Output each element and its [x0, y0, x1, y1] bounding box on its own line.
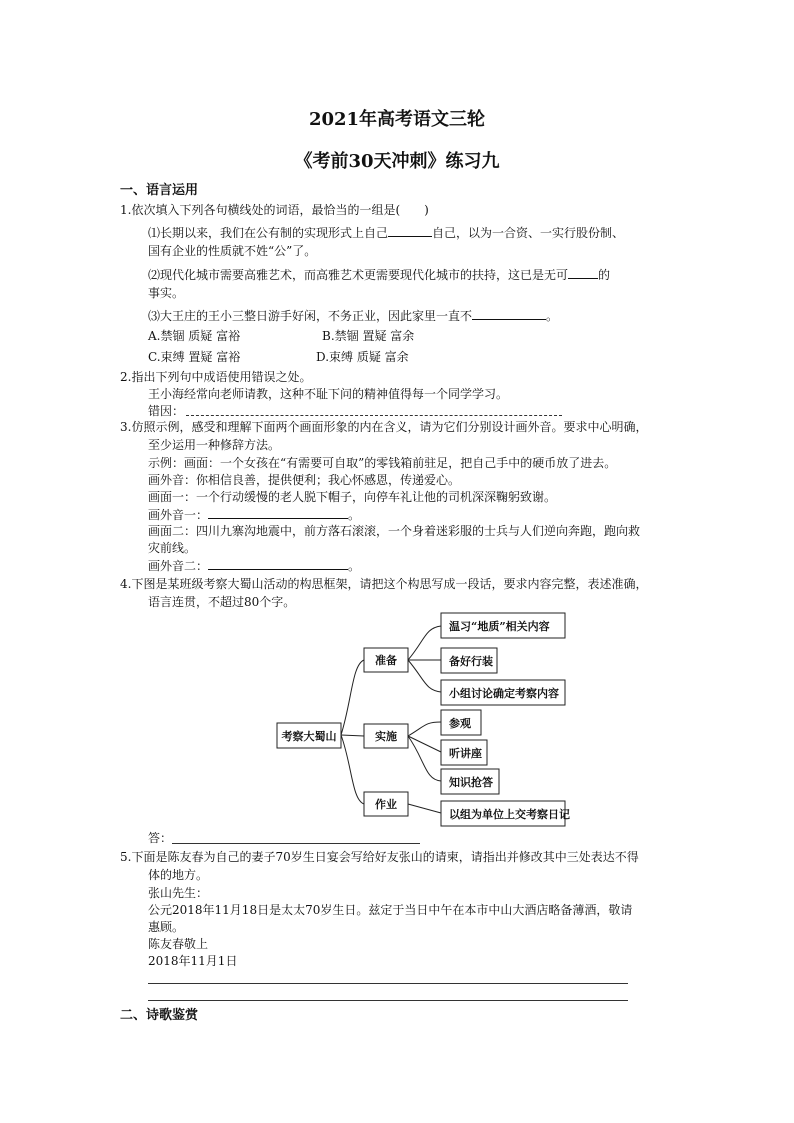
diagram-leaf-label: 温习“地质”相关内容 — [449, 620, 550, 633]
q5-stem-cont: 体的地方。 — [148, 868, 209, 882]
connector-implement-1 — [408, 722, 441, 736]
q3-scene-2-cont: 灾前线。 — [148, 541, 197, 555]
q2-sentence: 王小海经常向老师请教，这种不耻下问的精神值得每一个同学学习。 — [148, 387, 509, 401]
q3-example: 示例：画面：一个女孩在“有需要可自取”的零钱箱前驻足，把自己手中的硬币放了进去。 — [148, 456, 617, 470]
connector-homework-1 — [408, 804, 441, 813]
page-title: 2021年高考语文三轮 — [308, 109, 486, 130]
q5-greeting: 张山先生： — [148, 886, 209, 900]
q3-voice-1: 画外音一： 。 — [148, 508, 361, 522]
q3-voice-2: 画外音二： 。 — [148, 559, 361, 573]
q1-stem: 1.依次填入下列各句横线处的词语，最恰当的一组是( ) — [120, 203, 429, 217]
q1-sentence-2-cont: 事实。 — [148, 286, 185, 300]
connector-root-homework — [341, 735, 364, 804]
q5-body-cont: 惠顾。 — [148, 920, 185, 934]
connector-prepare-3 — [408, 660, 441, 692]
diagram-leaf-label: 参观 — [449, 717, 471, 730]
q3-stem: 3.仿照示例，感受和理解下面两个画面形象的内在含义，请为它们分别设计画外音。要求中心明确， — [120, 420, 648, 434]
q5-date: 2018年11月1日 — [148, 954, 238, 968]
q4-stem: 4.下图是某班级考察大蜀山活动的构思框架，请把这个构思写成一段话，要求内容完整，表述准确， — [120, 577, 648, 591]
q1-option-a: A.禁锢 质疑 富裕 — [148, 329, 241, 343]
q5-signature: 陈友春敬上 — [148, 937, 209, 951]
diagram-leaf-label: 以组为单位上交考察日记 — [449, 808, 570, 821]
diagram-leaf-label: 听讲座 — [449, 747, 482, 760]
diagram-leaf-label: 知识抢答 — [449, 776, 493, 789]
q1-sentence-1: ⑴长期以来，我们在公有制的实现形式上自己 自己，以为一合资、一实行股份制、 — [148, 226, 625, 240]
section-heading-poetry: 二、诗歌鉴赏 — [120, 1008, 199, 1023]
q3-scene-1: 画面一：一个行动缓慢的老人脱下帽子，向停车礼让他的司机深深鞠躬致谢。 — [148, 490, 557, 504]
diagram-branch-homework: 作业 — [375, 798, 397, 811]
q1-option-d: D.束缚 质疑 富余 — [316, 350, 409, 364]
q1-option-c: C.束缚 置疑 富裕 — [148, 350, 241, 364]
diagram-leaf-label: 小组讨论确定考察内容 — [449, 687, 559, 700]
q3-scene-2: 画面二：四川九寨沟地震中，前方落石滚滚，一个身着迷彩服的士兵与人们逆向奔跑，跑向救 — [148, 524, 641, 538]
q3-example-voice: 画外音：你相信良善，提供便利；我心怀感恩，传递爱心。 — [148, 473, 461, 487]
connector-root-prepare — [341, 660, 364, 735]
diagram-root-label: 考察大蜀山 — [281, 730, 337, 743]
page-subtitle: 《考前30天冲刺》练习九 — [294, 151, 500, 172]
diagram-leaf-label: 备好行装 — [449, 655, 493, 668]
q1-sentence-2: ⑵现代化城市需要高雅艺术，而高雅艺术更需要现代化城市的扶持，这已是无可 的 — [148, 268, 611, 282]
connector-prepare-1 — [408, 626, 441, 660]
section-heading-language: 一、语言运用 — [120, 183, 199, 198]
connector-implement-3 — [408, 736, 441, 781]
q5-stem: 5.下面是陈友春为自己的妻子70岁生日宴会写给好友张山的请柬，请指出并修改其中三处表达不得 — [120, 850, 639, 864]
q3-stem-cont: 至少运用一种修辞方法。 — [148, 438, 281, 452]
diagram-branch-implement: 实施 — [375, 730, 397, 743]
q5-answer-line-1[interactable] — [148, 983, 628, 984]
q1-sentence-3: ⑶大王庄的王小三整日游手好闲，不务正业，因此家里一直不 。 — [148, 309, 559, 323]
diagram-branch-prepare: 准备 — [375, 654, 397, 667]
q1-option-b: B.禁锢 置疑 富余 — [322, 329, 415, 343]
q5-body: 公元2018年11月18日是太太70岁生日。兹定于当日中午在本市中山大酒店略备薄酒，敬请 — [148, 903, 633, 917]
q5-answer-line-2[interactable] — [148, 1000, 628, 1001]
q4-stem-cont: 语言连贯，不超过80个字。 — [148, 595, 296, 609]
q4-answer-label: 答： — [148, 831, 173, 845]
q4-answer-line[interactable] — [172, 843, 420, 844]
q2-stem: 2.指出下列句中成语使用错误之处。 — [120, 370, 312, 384]
q2-answer-label: 错因： — [148, 404, 185, 418]
q1-sentence-1-cont: 国有企业的性质就不姓“公”了。 — [148, 244, 317, 258]
connector-root-implement — [341, 735, 364, 736]
